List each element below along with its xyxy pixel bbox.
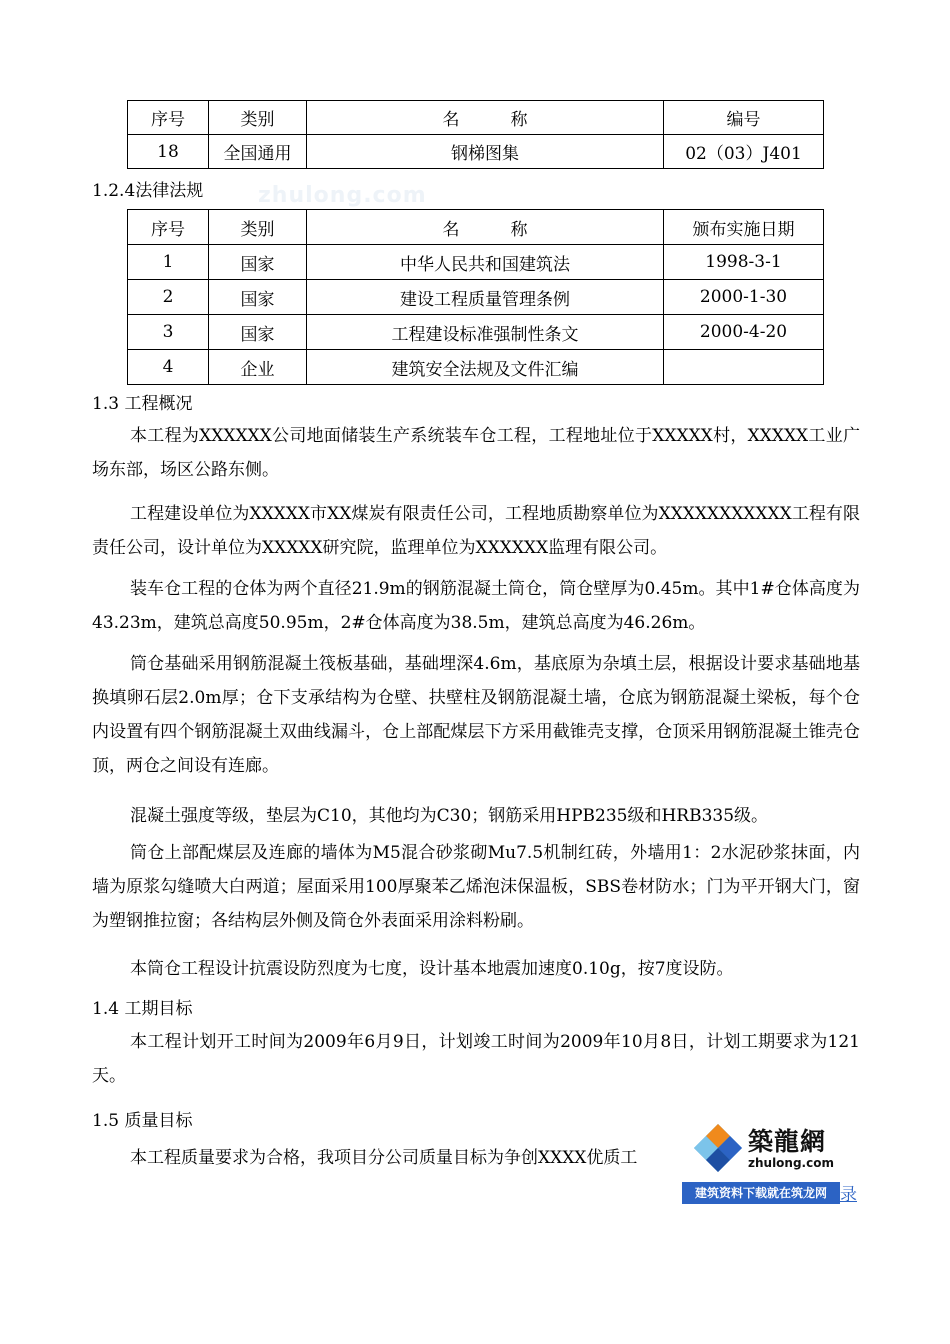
table-row xyxy=(128,315,824,350)
table-cell: 2000-4-20 xyxy=(664,315,824,350)
quality-paragraph: 本工程质量要求为合格，我项目分公司质量目标为争创XXXX优质工 xyxy=(130,1148,638,1168)
overview-paragraph-4: 筒仓基础采用钢筋混凝土筏板基础，基础埋深4.6m，基底原为杂填土层，根据设计要求基础地基换填卵石层2.0m厚；仓下支承结构为仓壁、扶壁柱及钢筋混凝土墙，仓底为钢筋混凝土梁板，每个仓内设置有四个钢筋混凝土双曲线漏斗，仓上部配煤层下方采用截锥壳支撑，仓顶采用钢筋混凝土锥壳仓顶，两仓之间设有连廊。 xyxy=(92,654,860,776)
watermark-text: zhulong.com xyxy=(258,183,427,208)
table-cell: 1 xyxy=(128,245,209,280)
table-row xyxy=(128,245,824,280)
overview-paragraph-6: 筒仓上部配煤层及连廊的墙体为M5混合砂浆砌Mu7.5机制红砖，外墙用1：2水泥砂浆抹面，内墙为原浆勾缝喷大白两道；屋面采用100厚聚苯乙烯泡沫保温板，SBS卷材防水；门为平开钢大门，窗为塑钢推拉窗；各结构层外侧及筒仓外表面采用涂料粉刷。 xyxy=(92,843,860,931)
table-row xyxy=(128,135,824,169)
overview-paragraph-5: 混凝土强度等级，垫层为C10，其他均为C30；钢筋采用HPB235级和HRB335级。 xyxy=(130,806,769,826)
table-cell: 全国通用 xyxy=(209,135,307,169)
table-cell: 编号 xyxy=(664,101,824,135)
table-cell: 国家 xyxy=(209,245,307,280)
table-cell: 序号 xyxy=(128,210,209,245)
table-cell: 国家 xyxy=(209,315,307,350)
table-row xyxy=(128,280,824,315)
table-cell: 2 xyxy=(128,280,209,315)
table-cell: 中华人民共和国建筑法 xyxy=(307,245,664,280)
section-heading-1-3: 1.3 工程概况 xyxy=(92,394,193,414)
table-cell: 工程建设标准强制性条文 xyxy=(307,315,664,350)
overview-paragraph-1: 本工程为XXXXXX公司地面储装生产系统装车仓工程，工程地址位于XXXXX村，XXXXX工业广场东部，场区公路东侧。 xyxy=(92,426,860,480)
overview-paragraph-2: 工程建设单位为XXXXX市XX煤炭有限责任公司，工程地质勘察单位为XXXXXXXXXXX工程有限责任公司，设计单位为XXXXX研究院，监理单位为XXXXXX监理有限公司。 xyxy=(92,504,860,558)
table-cell: 02（03）J401 xyxy=(664,135,824,169)
logo-tagline: 建筑资料下载就在筑龙网 xyxy=(682,1182,840,1204)
logo-panel xyxy=(682,1116,840,1182)
table-row xyxy=(128,350,824,385)
zhulong-logo[interactable] xyxy=(678,1116,840,1204)
overview-paragraph-3: 装车仓工程的仓体为两个直径21.9m的钢筋混凝土筒仓，筒仓壁厚为0.45m。其中1#仓体高度为43.23m，建筑总高度50.95m，2#仓体高度为38.5m，建筑总高度为46.26m。 xyxy=(92,579,860,633)
table-cell: 名 称 xyxy=(307,101,664,135)
logo-name-cn: 築龍網 xyxy=(748,1127,827,1156)
section-heading-1-5: 1.5 质量目标 xyxy=(92,1111,193,1131)
table-cell: 2000-1-30 xyxy=(664,280,824,315)
table-cell: 序号 xyxy=(128,101,209,135)
section-heading-1-4: 1.4 工期目标 xyxy=(92,999,193,1019)
table-cell: 18 xyxy=(128,135,209,169)
logo-name-en: zhulong.com xyxy=(748,1156,834,1170)
table-cell: 国家 xyxy=(209,280,307,315)
table-cell: 4 xyxy=(128,350,209,385)
table-header-row xyxy=(128,101,824,135)
table-cell: 3 xyxy=(128,315,209,350)
table-cell: 颁布实施日期 xyxy=(664,210,824,245)
table-cell: 类别 xyxy=(209,210,307,245)
laws-table xyxy=(127,209,824,385)
standards-table xyxy=(127,100,824,169)
table-cell: 建筑安全法规及文件汇编 xyxy=(307,350,664,385)
overview-paragraph-7: 本筒仓工程设计抗震设防烈度为七度，设计基本地震加速度0.10g，按7度设防。 xyxy=(130,959,734,979)
table-cell: 1998-3-1 xyxy=(664,245,824,280)
diamond-logo-icon xyxy=(692,1122,744,1174)
table-cell: 钢梯图集 xyxy=(307,135,664,169)
table-cell: 类别 xyxy=(209,101,307,135)
schedule-paragraph: 本工程计划开工时间为2009年6月9日，计划竣工时间为2009年10月8日，计划工期要求为121天。 xyxy=(92,1032,860,1086)
section-heading-1-2-4: 1.2.4法律法规 xyxy=(92,181,204,201)
table-cell: 建设工程质量管理条例 xyxy=(307,280,664,315)
table-cell xyxy=(664,350,824,385)
toc-link-fragment[interactable]: 录 xyxy=(840,1185,857,1205)
table-cell: 名 称 xyxy=(307,210,664,245)
table-cell: 企业 xyxy=(209,350,307,385)
table-header-row xyxy=(128,210,824,245)
